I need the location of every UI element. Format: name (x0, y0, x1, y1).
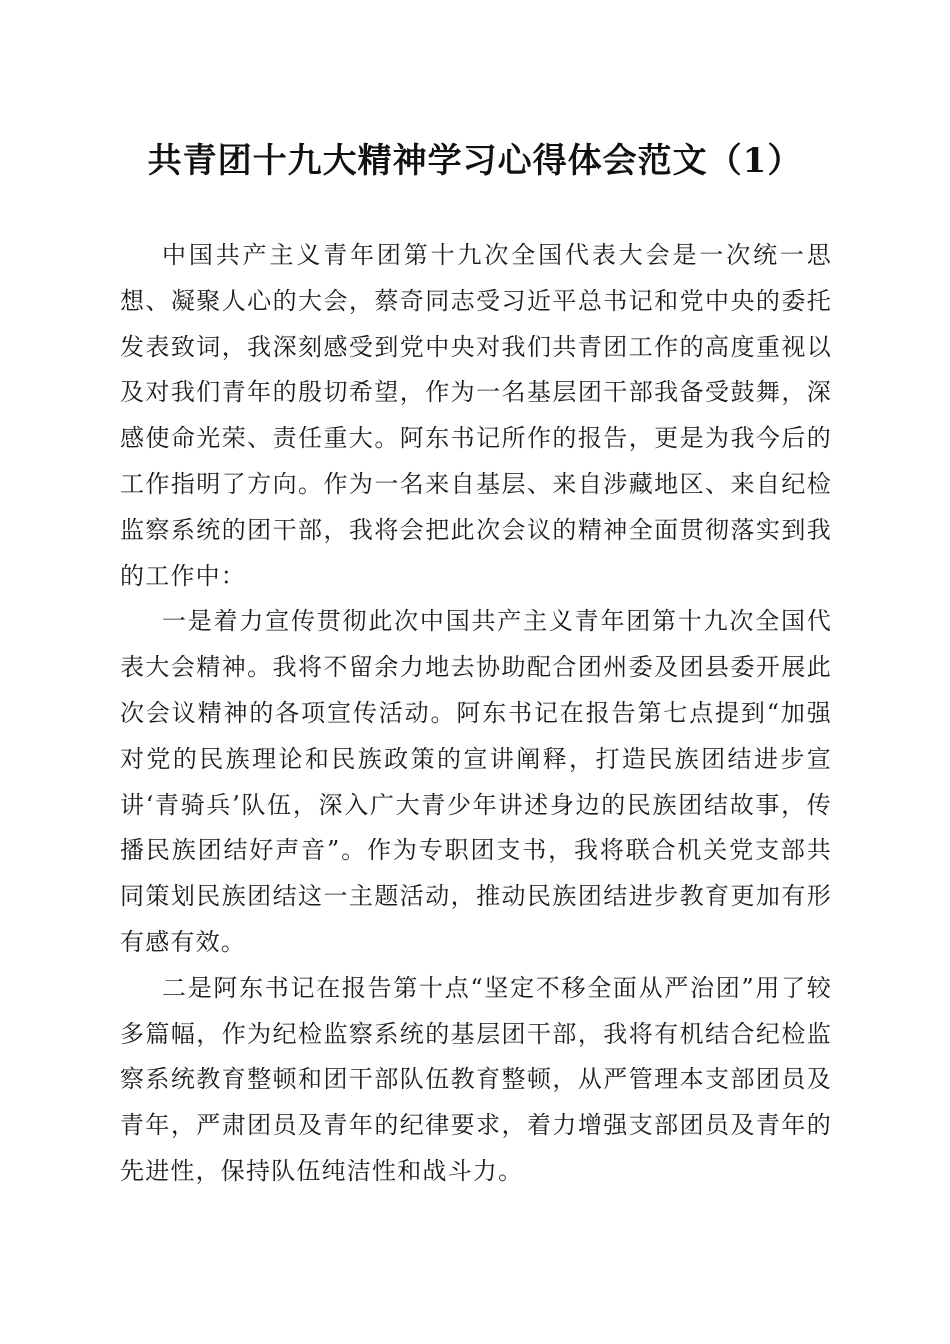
paragraph-point-two: 二是阿东书记在报告第十点“坚定不移全面从严治团”用了较多篇幅，作为纪检监察系统的基层团干部，我将有机结合纪检监察系统教育整顿和团干部队伍教育整顿，从严管理本支部团员及青年，严肃团员及青年的纪律要求，着力增强支部团员及青年的先进性，保持队伍纯洁性和战斗力。 (120, 973, 832, 1185)
paragraph-intro: 中国共产主义青年团第十九次全国代表大会是一次统一思想、凝聚人心的大会，蔡奇同志受习近平总书记和党中央的委托发表致词，我深刻感受到党中央对我们共青团工作的高度重视以及对我们青年的殷切希望，作为一名基层团干部我备受鼓舞，深感使命光荣、责任重大。阿东书记所作的报告，更是为我今后的工作指明了方向。作为一名来自基层、来自涉藏地区、来自纪检监察系统的团干部，我将会把此次会议的精神全面贯彻落实到我的工作中： (120, 241, 832, 590)
document-title: 共青团十九大精神学习心得体会范文（1） (147, 141, 803, 181)
document-body (120, 233, 832, 1195)
paragraph-point-one: 一是着力宣传贯彻此次中国共产主义青年团第十九次全国代表大会精神。我将不留余力地去协助配合团州委及团县委开展此次会议精神的各项宣传活动。阿东书记在报告第七点提到“加强对党的民族理论和民族政策的宣讲阐释，打造民族团结进步宣讲‘青骑兵’队伍，深入广大青少年讲述身边的民族团结故事，传播民族团结好声音”。作为专职团支书，我将联合机关党支部共同策划民族团结这一主题活动，推动民族团结进步教育更加有形有感有效。 (120, 607, 832, 956)
